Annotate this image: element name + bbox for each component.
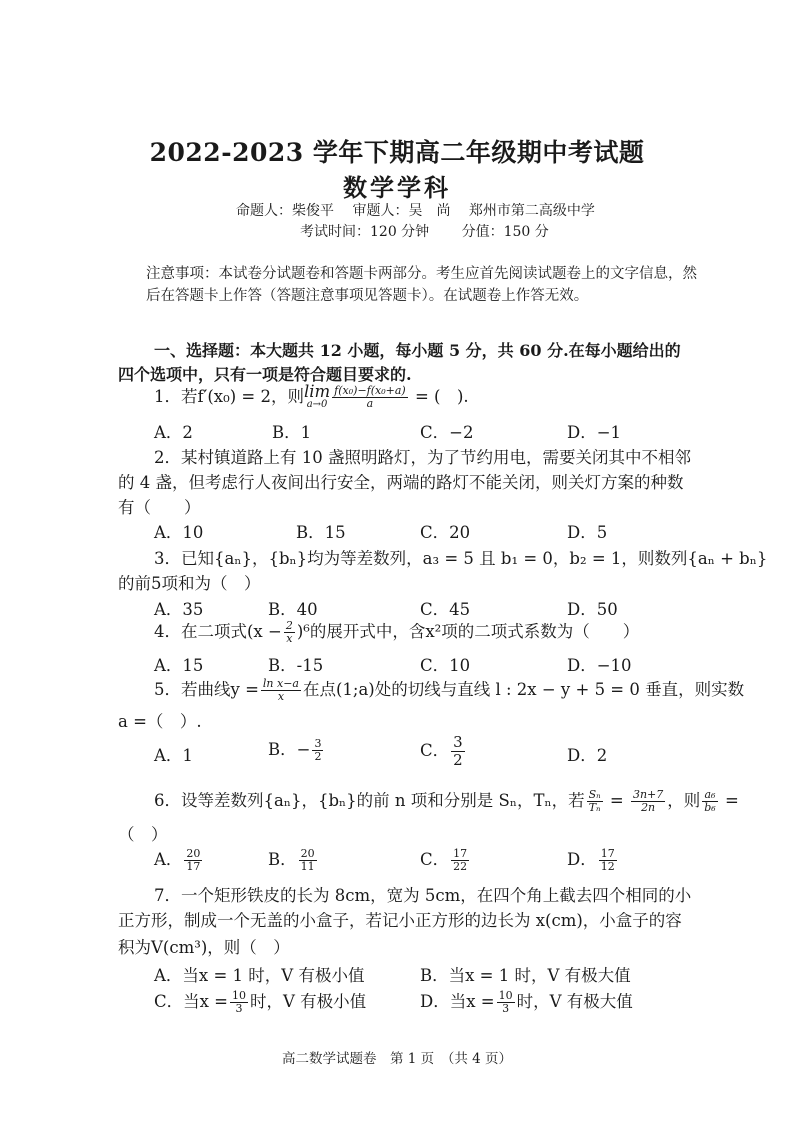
q6-prefix: 6．设等差数列{aₙ}，{bₙ}的前 n 项和分别是 Sₙ，Tₙ，若 [154,791,585,810]
q6-option-a-fraction [184,848,202,873]
q5-fraction [261,678,301,703]
q5-option-c-fraction [451,734,465,769]
q4-option-b: B．-15 [268,656,324,675]
q6-option-c-den: 22 [453,860,468,873]
page-footer: 高二数学试题卷 第 1 页 （共 4 页） [281,1051,513,1067]
q1-option-c: C．−2 [420,423,474,442]
q3-line-2: 的前5项和为（ ） [118,574,261,593]
q1-option-b: B．1 [272,423,312,442]
q3-option-b: B．40 [268,600,318,619]
q7-option-d [420,988,633,1015]
q4-option-c: C．10 [420,656,471,675]
q1-lim-word: lim [303,381,331,401]
q6-option-b-fraction [299,848,317,873]
q6-option-b-den: 11 [300,860,315,873]
q6-option-d-den: 12 [600,860,615,873]
q7-option-c-label: C．当x = [154,992,229,1011]
q6-option-a-den: 17 [186,860,201,873]
q1-fraction [332,385,408,410]
q2-line-1: 2．某村镇道路上有 10 盏照明路灯，为了节约用电，需要关闭其中不相邻 [154,448,691,467]
q5-option-b-den: 2 [314,750,322,763]
q7-option-c-text: 时，V 有极小值 [250,992,367,1011]
q6-end: = [719,791,739,810]
q6-fraction-2 [631,789,665,814]
q4-option-d: D．−10 [567,656,632,675]
q7-option-b: B．当x = 1 时，V 有极大值 [420,966,631,985]
q1-lim-sub: a→0 [306,398,328,410]
q5-prefix: 5．若曲线y = [154,680,259,699]
question-4 [154,618,639,645]
q7-line-2: 正方形，制成一个无盖的小盒子，若记小正方形的边长为 x(cm)，小盒子的容 [118,911,682,930]
q1-option-d: D．−1 [567,423,622,442]
q5-suffix: 在点(1;a)处的切线与直线 l : 2x − y + 5 = 0 垂直，则实数 [302,680,745,699]
q5-option-c [420,734,467,769]
q5-option-b-label: B．− [268,740,311,759]
q7-option-d-text: 时，V 有极大值 [516,992,633,1011]
q6-then: ，则 [667,791,701,810]
q6-option-c [420,846,471,873]
q1-frac-den: a [366,397,374,410]
q2-line-3: 有（ ） [118,498,201,517]
q5-frac-den: x [277,690,285,703]
q6-option-a [154,846,204,873]
q6-option-a-label: A． [154,850,183,869]
q6-option-c-label: C． [420,850,450,869]
time-score-line: 考试时间：120 分钟 分值：150 分 [300,224,549,240]
q7-option-d-num: 10 [498,989,513,1002]
q2-option-c: C．20 [420,523,471,542]
q1-suffix: = ( ). [409,387,469,406]
q4-frac-num: 2 [285,619,293,632]
q6-option-c-num: 17 [453,847,468,860]
q5-option-c-num: 3 [453,733,463,751]
q1-frac-num: f(x₀)−f(x₀+a) [334,384,406,397]
q6-fraction-3 [702,789,717,814]
q3-option-a: A．35 [154,600,204,619]
q4-option-a: A．15 [154,656,204,675]
q6-option-b [268,846,319,873]
q6-f1-den: Tₙ [588,801,601,814]
q6-f1-num: Sₙ [588,788,601,801]
q6-f3-den: b₆ [704,801,716,814]
q6-option-c-fraction [451,848,469,873]
q4-prefix: 4．在二项式(x − [154,622,282,641]
q3-line-1: 3．已知{aₙ}，{bₙ}均为等差数列，a₃ = 5 且 b₁ = 0，b₂ = 1，则数列{aₙ + bₙ} [154,549,768,568]
q7-option-a: A．当x = 1 时，V 有极小值 [154,966,365,985]
section-heading-line-1: 一、选择题：本大题共 12 小题，每小题 5 分，共 60 分.在每小题给出的 [154,341,681,360]
q6-f3-num: a₆ [702,789,717,802]
exam-title: 2022-2023 学年下期高二年级期中考试题 [149,138,645,167]
q6-line-2: （ ） [118,825,168,844]
notice-line-1: 注意事项：本试卷分试题卷和答题卡两部分。考生应首先阅读试题卷上的文字信息，然 [146,266,697,282]
author-line: 命题人：柴俊平 审题人：吴 尚 郑州市第二高级中学 [236,203,595,219]
q5-line-2: a =（ ）. [118,712,202,731]
q5-frac-num: ln x−a [262,677,299,690]
q2-option-b: B．15 [296,523,346,542]
q6-f2-den: 2n [641,801,656,814]
q6-option-a-num: 20 [186,847,201,860]
q1-prefix: 1．若f′(x₀) = 2，则 [154,387,304,406]
q5-option-b-fraction [312,738,323,763]
q6-option-d [567,846,619,873]
q6-option-b-label: B． [268,850,297,869]
notice-line-2: 后在答题卡上作答（答题注意事项见答题卡）。在试题卷上作答无效。 [146,288,589,304]
q1-limit [303,381,331,411]
question-1 [154,383,469,411]
section-heading-line-2: 四个选项中，只有一项是符合题目要求的. [118,365,412,384]
q5-option-d: D．2 [567,746,608,765]
q7-option-d-label: D．当x = [420,992,495,1011]
q4-suffix: )⁶的展开式中，含x²项的二项式系数为（ ） [296,622,640,641]
q3-option-d: D．50 [567,600,618,619]
q5-option-c-den: 2 [453,751,463,769]
q1-option-a: A．2 [154,423,193,442]
q6-option-b-num: 20 [300,847,315,860]
q5-option-b [268,736,325,763]
q7-option-c-den: 3 [235,1002,243,1015]
q2-option-a: A．10 [154,523,204,542]
q5-option-b-num: 3 [314,737,322,750]
q6-option-d-fraction [599,848,617,873]
q7-option-d-den: 3 [502,1002,510,1015]
q7-option-c [154,988,366,1015]
q5-option-c-label: C． [420,741,450,760]
exam-subject: 数学学科 [343,173,451,202]
question-5 [154,676,744,703]
q7-line-1: 7．一个矩形铁皮的长为 8cm，宽为 5cm，在四个角上截去四个相同的小 [154,886,692,905]
q6-equals: = [604,791,629,810]
q2-line-2: 的 4 盏，但考虑行人夜间出行安全，两端的路灯不能关闭，则关灯方案的种数 [118,473,684,492]
q6-option-d-num: 17 [600,847,615,860]
q4-fraction [284,620,295,645]
q3-option-c: C．45 [420,600,471,619]
q2-option-d: D．5 [567,523,608,542]
q6-fraction-1 [587,789,603,814]
q6-option-d-label: D． [567,850,597,869]
question-6 [154,787,739,814]
q6-f2-num: 3n+7 [632,788,664,801]
q7-option-c-num: 10 [232,989,247,1002]
q7-option-c-fraction [230,990,248,1015]
q7-option-d-fraction [497,990,515,1015]
q5-option-a: A．1 [154,746,193,765]
q7-line-3: 积为V(cm³)，则（ ） [118,938,290,957]
q4-frac-den: x [286,632,293,645]
